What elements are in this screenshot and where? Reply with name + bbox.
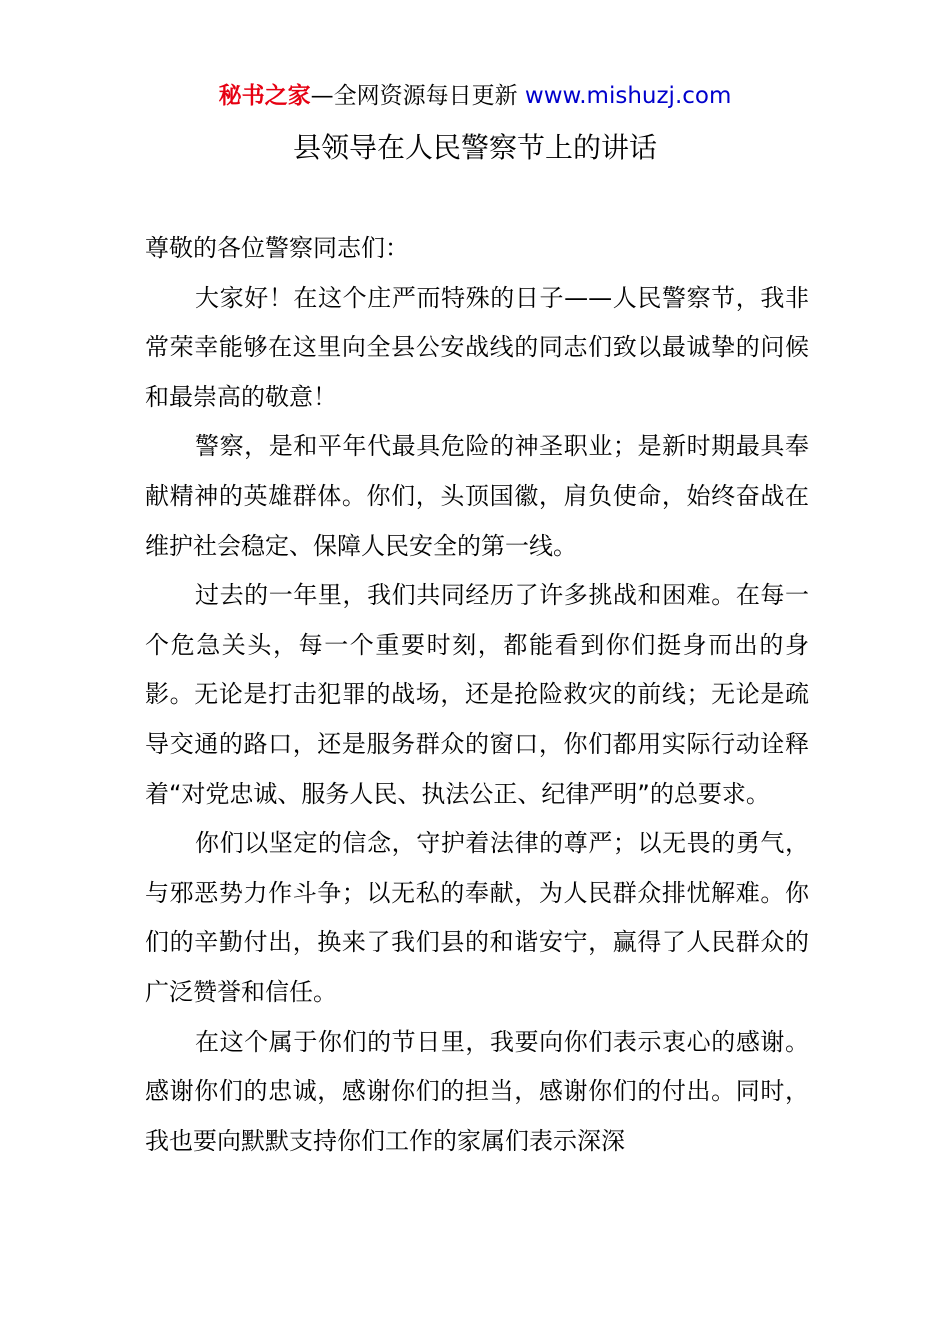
salutation: 尊敬的各位警察同志们： xyxy=(145,234,409,262)
header-tagline: —全网资源每日更新 xyxy=(310,83,525,109)
document-body xyxy=(145,224,809,1166)
paragraph: 你们以坚定的信念，守护着法律的尊严；以无畏的勇气，与邪恶势力作斗争；以无私的奉献，为人民群众排忧解难。你们的辛勤付出，换来了我们县的和谐安宁，赢得了人民群众的广泛赞誉和信任。 xyxy=(145,829,809,1006)
document-title: 县领导在人民警察节上的讲话 xyxy=(292,131,657,164)
site-url-link[interactable]: www.mishuzj.com xyxy=(524,83,732,109)
paragraph: 警察，是和平年代最具危险的神圣职业；是新时期最具奉献精神的英雄群体。你们，头顶国徽，肩负使命，始终奋战在维护社会稳定、保障人民安全的第一线。 xyxy=(145,432,809,560)
paragraph: 大家好！在这个庄严而特殊的日子——人民警察节，我非常荣幸能够在这里向全县公安战线的同志们致以最诚挚的问候和最崇高的敬意！ xyxy=(145,283,809,411)
brand-name: 秘书之家 xyxy=(218,83,311,109)
paragraph: 在这个属于你们的节日里，我要向你们表示衷心的感谢。感谢你们的忠诚，感谢你们的担当，感谢你们的付出。同时，我也要向默默支持你们工作的家属们表示深深 xyxy=(145,1027,809,1155)
paragraph: 过去的一年里，我们共同经历了许多挑战和困难。在每一个危急关头，每一个重要时刻，都能看到你们挺身而出的身影。无论是打击犯罪的战场，还是抢险救灾的前线；无论是疏导交通的路口，还是服务群众的窗口，你们都用实际行动诠释着“对党忠诚、服务人民、执法公正、纪律严明”的总要求。 xyxy=(145,581,809,808)
site-header xyxy=(0,78,950,114)
